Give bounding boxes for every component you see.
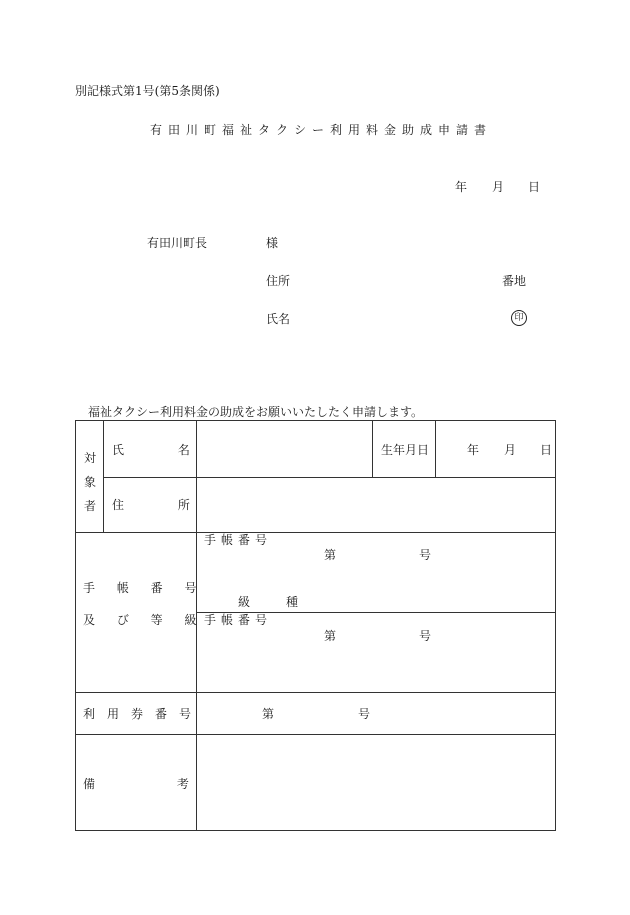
name-label: 氏 名 — [112, 443, 190, 457]
birthdate-year-unit: 年 — [467, 443, 480, 457]
divider-ticket-remarks — [76, 734, 556, 735]
divider-birthdate-left — [372, 421, 373, 477]
date-month-label: 月 — [492, 180, 505, 194]
remarks-label: 備 考 — [83, 777, 189, 791]
application-form-table — [75, 420, 556, 831]
handbook-number-prefix-2: 第 — [324, 629, 337, 643]
addressee-honorific: 様 — [266, 236, 279, 250]
addressee-office: 有田川町長 — [147, 236, 208, 250]
form-number: 別記様式第1号(第5条関係) — [75, 84, 220, 98]
ticket-number-suffix: 号 — [358, 707, 371, 721]
divider-subject-handbook — [76, 532, 556, 533]
applicant-address-label: 住所 — [266, 274, 291, 288]
subject-label: 対象者 — [84, 451, 97, 513]
handbook-label-line1: 手 帳 番 号 — [83, 581, 197, 595]
type-label: 種 — [286, 595, 299, 609]
birthdate-day-unit: 日 — [540, 443, 553, 457]
date-day-label: 日 — [528, 180, 541, 194]
date-year-label: 年 — [455, 180, 468, 194]
divider-birthdate-right — [435, 421, 436, 477]
intro-text: 福祉タクシー利用料金の助成をお願いいたしたく申請します。 — [88, 405, 424, 419]
divider-handbook-ticket — [76, 692, 556, 693]
divider-subject-column — [103, 421, 104, 532]
applicant-address-suffix: 番地 — [502, 274, 527, 288]
birthdate-label: 生年月日 — [381, 443, 430, 457]
form-title: 有田川町福祉タクシー利用料金助成申請書 — [150, 123, 493, 137]
handbook-number-suffix-2: 号 — [419, 629, 432, 643]
handbook-number-prefix-1: 第 — [324, 548, 337, 562]
seal-mark: 印 — [511, 310, 527, 326]
address-label: 住 所 — [112, 498, 190, 512]
handbook-number-label-2: 手帳番号 — [204, 613, 273, 627]
handbook-number-suffix-1: 号 — [419, 548, 432, 562]
grade-label: 級 — [238, 595, 251, 609]
applicant-name-label: 氏名 — [266, 312, 291, 326]
handbook-label-line2: 及 び 等 級 — [83, 613, 197, 627]
ticket-number-prefix: 第 — [262, 707, 275, 721]
ticket-label: 利用券番号 — [83, 707, 204, 721]
divider-name-address — [103, 477, 556, 478]
handbook-number-label-1: 手帳番号 — [204, 533, 273, 547]
birthdate-month-unit: 月 — [504, 443, 517, 457]
